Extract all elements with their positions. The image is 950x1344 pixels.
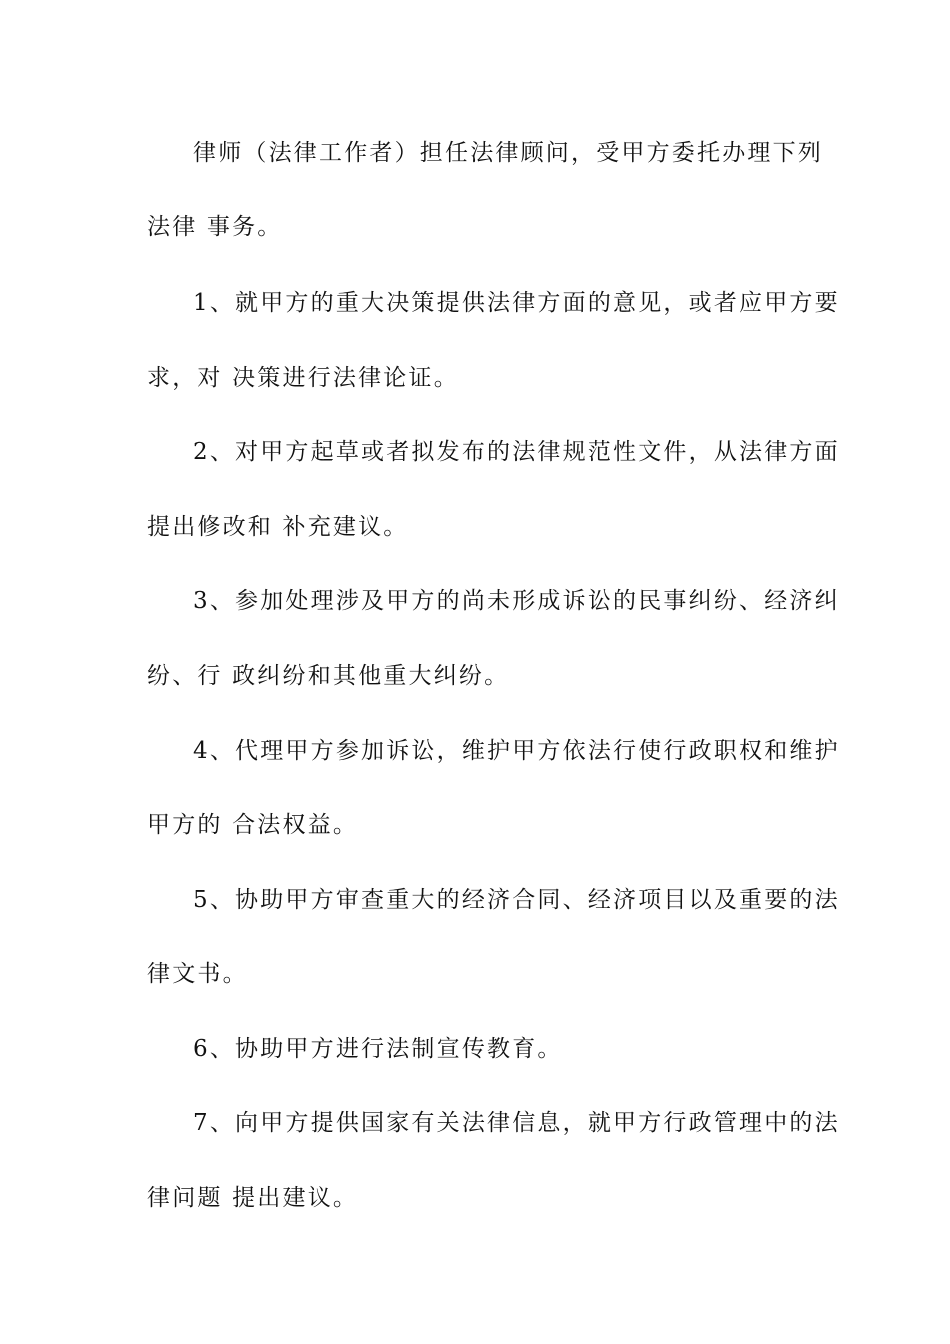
item-7-line-2: 律问题 提出建议。 bbox=[147, 1185, 359, 1211]
item-7-line-1: 7、向甲方提供国家有关法律信息，就甲方行政管理中的法 bbox=[193, 1110, 840, 1136]
item-4-line-1: 4、代理甲方参加诉讼，维护甲方依法行使行政职权和维护 bbox=[193, 738, 840, 764]
item-1-line-1: 1、就甲方的重大决策提供法律方面的意见，或者应甲方要 bbox=[193, 290, 840, 316]
item-2-line-2: 提出修改和 补充建议。 bbox=[147, 514, 409, 540]
intro-line-1: 律师（法律工作者）担任法律顾问，受甲方委托办理下列 bbox=[193, 140, 823, 166]
item-3-line-1: 3、参加处理涉及甲方的尚未形成诉讼的民事纠纷、经济纠 bbox=[193, 588, 840, 614]
item-2-line-1: 2、对甲方起草或者拟发布的法律规范性文件，从法律方面 bbox=[193, 439, 840, 465]
item-1-line-2: 求，对 决策进行法律论证。 bbox=[147, 365, 459, 391]
item-5-line-1: 5、协助甲方审查重大的经济合同、经济项目以及重要的法 bbox=[193, 887, 840, 913]
item-5-line-2: 律文书。 bbox=[147, 961, 248, 987]
item-4-line-2: 甲方的 合法权益。 bbox=[147, 812, 359, 838]
intro-line-2: 法律 事务。 bbox=[147, 214, 283, 240]
item-3-line-2: 纷、行 政纠纷和其他重大纠纷。 bbox=[147, 663, 510, 689]
item-6-line-1: 6、协助甲方进行法制宣传教育。 bbox=[193, 1036, 563, 1062]
